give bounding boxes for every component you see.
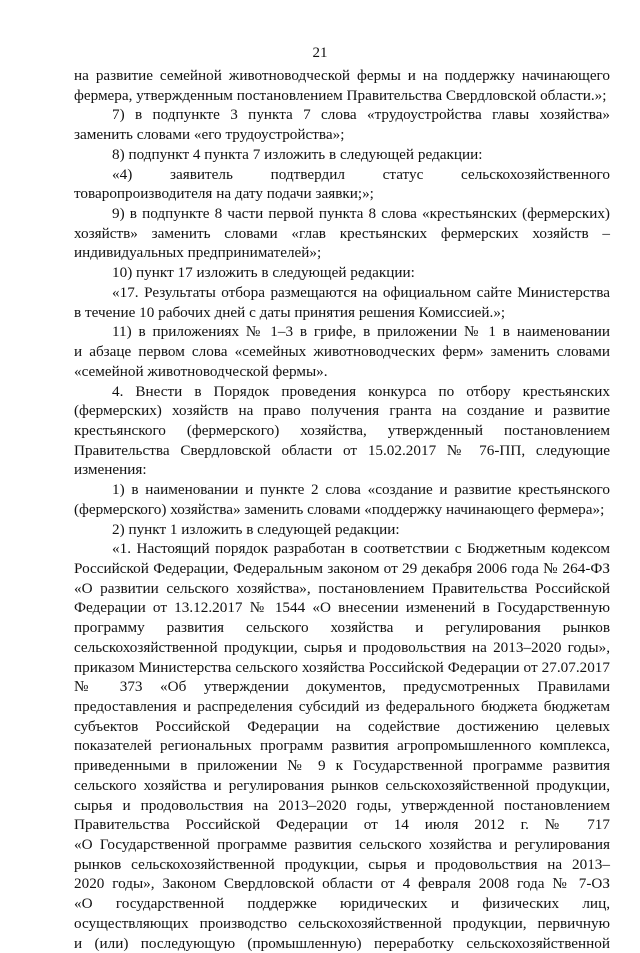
text-line: осуществляющих производство сельскохозяйственной продукции, первичную — [74, 914, 610, 932]
text-line: «4) заявитель подтвердил статус сельскохозяйственного — [112, 165, 610, 183]
text-line: 9) в подпункте 8 части первой пункта 8 слова «крестьянских (фермерских) — [112, 205, 610, 223]
text-line: «1. Настоящий порядок разработан в соответствии с Бюджетным кодексом — [112, 540, 610, 558]
text-line: товаропроизводителя на дату подачи заявки;»; — [74, 185, 374, 203]
text-line: и абзаце первом слова «семейных животноводческих ферм» заменить словами — [74, 343, 610, 361]
text-line: Федерации от 13.12.2017 № 1544 «О внесении изменений в Государственную — [74, 599, 610, 617]
text-line: субъектов Российской Федерации на содействие достижению целевых — [74, 717, 610, 735]
document-body — [74, 66, 610, 953]
text-line: «17. Результаты отбора размещаются на официальном сайте Министерства — [112, 283, 610, 301]
text-line: фермера, утвержденным постановлением Правительства Свердловской области.»; — [74, 86, 607, 104]
text-line: программу развития сельского хозяйства и регулирования рынков — [74, 619, 610, 637]
text-line: изменения: — [74, 461, 147, 479]
text-line: (фермерских) хозяйств на право получения гранта на создание и развитие — [74, 402, 610, 420]
text-line: сельскохозяйственной продукции, сырья и продовольствия на 2013–2020 годы», — [74, 638, 610, 656]
text-line: 8) подпункт 4 пункта 7 изложить в следующей редакции: — [112, 145, 483, 163]
text-line: Правительства Свердловской области от 15.02.2017 № 76-ПП, следующие — [74, 441, 610, 459]
text-line: предоставления и распределения субсидий из федерального бюджета бюджетам — [74, 698, 610, 715]
text-line: «О Государственной программе развития сельского хозяйства и регулирования — [74, 836, 610, 854]
text-line: Российской Федерации, Федеральным законом от 29 декабря 2006 года № 264-ФЗ — [74, 559, 610, 577]
text-line: 7) в подпункте 3 пункта 7 слова «трудоустройства главы хозяйства» — [112, 106, 610, 124]
text-line: индивидуальных предпринимателей»; — [74, 244, 322, 262]
text-line: и (или) последующую (промышленную) переработку сельскохозяйственной — [74, 934, 610, 952]
text-line: 1) в наименовании и пункте 2 слова «создание и развитие крестьянского — [112, 481, 610, 499]
text-line: приведенными в приложении № 9 к Государственной программе развития — [74, 757, 610, 775]
text-line: рынков сельскохозяйственной продукции, сырья и продовольствия на 2013– — [74, 855, 610, 873]
text-line: показателей региональных программ развития агропромышленного комплекса, — [74, 737, 610, 755]
text-line: 10) пункт 17 изложить в следующей редакции: — [112, 264, 415, 282]
text-line: на развитие семейной животноводческой фермы и на поддержку начинающего — [74, 67, 610, 84]
text-line: «О государственной поддержке юридических и физических лиц, — [74, 895, 610, 913]
text-line: в течение 10 рабочих дней с даты принятия решения Комиссией.»; — [74, 303, 506, 321]
text-line: сельского хозяйства и регулирования рынков сельскохозяйственной продукции, — [74, 776, 610, 794]
text-line: хозяйств» заменить словами «глав крестьянских фермерских хозяйств – — [74, 224, 610, 242]
text-line: крестьянского (фермерского) хозяйства, утвержденный постановлением — [74, 421, 610, 439]
text-line: заменить словами «его трудоустройства»; — [74, 126, 345, 144]
text-line: (фермерского) хозяйства» заменить словами «поддержку начинающего фермера»; — [74, 500, 605, 518]
text-line: 4. Внести в Порядок проведения конкурса по отбору крестьянских — [112, 382, 610, 400]
text-line: № 373 «Об утверждении документов, предусмотренных Правилами — [74, 678, 610, 696]
text-line: «семейной животноводческой фермы». — [74, 362, 328, 380]
text-line: приказом Министерства сельского хозяйства Российской Федерации от 27.07.2017 — [74, 658, 610, 676]
page-number: 21 — [312, 45, 328, 61]
text-line: 11) в приложениях № 1–3 в грифе, в приложении № 1 в наименовании — [112, 323, 610, 341]
text-line: сырья и продовольствия на 2013–2020 годы, утвержденной постановлением — [74, 796, 610, 814]
text-line: Правительства Российской Федерации от 14 июля 2012 г. № 717 — [74, 816, 610, 834]
text-line: 2) пункт 1 изложить в следующей редакции: — [112, 520, 400, 538]
text-line: «О развитии сельского хозяйства», постановлением Правительства Российской — [74, 579, 610, 597]
text-line: 2020 годы», Законом Свердловской области от 4 февраля 2008 года № 7-ОЗ — [74, 875, 610, 893]
